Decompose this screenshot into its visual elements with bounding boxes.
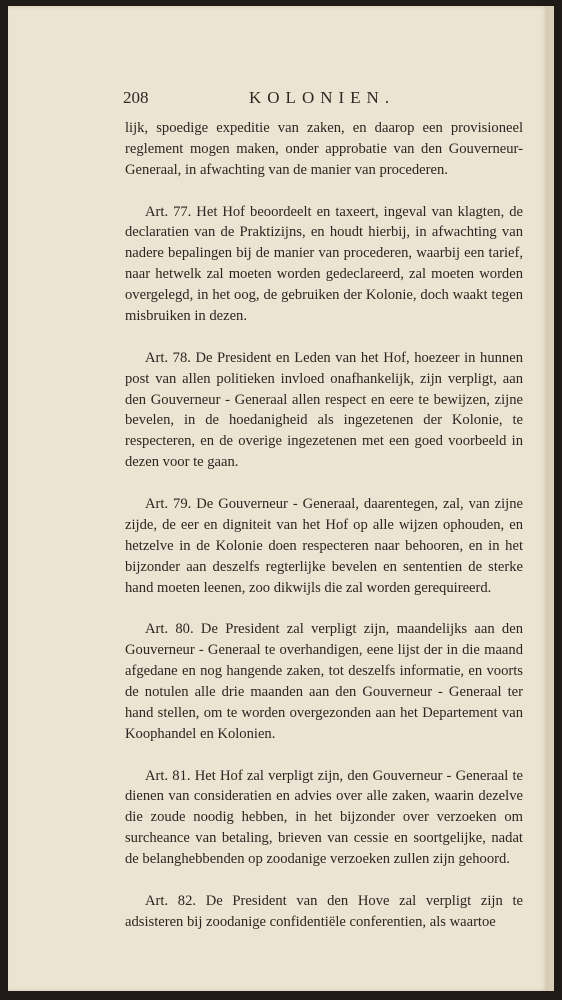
article-81: Art. 81. Het Hof zal verpligt zijn, den Gouverneur - Generaal te dienen van consideratien en advies over alle zaken, waarin dezelve die zoude noodig hebben, in het bijzonder over verzoeken om surcheance van betaling, brieven van cessie en soortgelijke, nadat de belanghebbenden op zoodanige verzoeken zullen zijn gehoord.	[125, 767, 523, 868]
page-number: 208	[123, 88, 149, 107]
article-79: Art. 79. De Gouverneur - Generaal, daarentegen, zal, van zijne zijde, de eer en digniteit van het Hof op alle wijzen ophouden, en hetzelve in de Kolonie doen respecteren naar behooren, en in het bijzonder aan deszelfs regterlijke bevelen en sententien de sterke hand moeten leenen, zoo dikwijls die zal worden gerequireerd.	[125, 495, 523, 596]
body-text	[125, 118, 523, 953]
paragraph-continuation: lijk, spoedige expeditie van zaken, en daarop een provisioneel reglement mogen maken, onder approbatie van den Gouverneur-Generaal, in afwachting van de manier van procederen.	[125, 120, 523, 178]
book-page	[8, 6, 548, 991]
article-77: Art. 77. Het Hof beoordeelt en taxeert, ingeval van klagten, de declaratien van de Praktizijns, en houdt hierbij, in afwachting van nadere bepalingen bij de manier van procederen, waarbij een tarief, naar hetwelk zal moeten worden gedeclareerd, zal moeten worden overgelegd, in het oog, de gebruiken der Kolonie, doch waakt tegen misbruiken in dezen.	[125, 203, 523, 325]
page-edge	[548, 6, 554, 991]
article-80: Art. 80. De President zal verpligt zijn, maandelijks aan den Gouverneur - Generaal te overhandigen, eene lijst der in die maand afgedane en nog hangende zaken, tot deszelfs informatie, en voorts de notulen alle drie maanden aan den Gouverneur - Generaal ter hand stellen, om te worden overgezonden aan het Departement van Koophandel en Kolonien.	[125, 621, 523, 742]
article-82: Art. 82. De President van den Hove zal verpligt zijn te adsisteren bij zoodanige confidentiële conferentien, als waartoe	[125, 892, 523, 930]
page-header	[123, 88, 523, 110]
running-title: KOLONIEN.	[249, 88, 396, 107]
article-78: Art. 78. De President en Leden van het Hof, hoezeer in hunnen post van allen politieken invloed onafhankelijk, zijn verpligt, aan den Gouverneur - Generaal allen respect en eere te bewijzen, zijne bevelen, in de hoedanigheid als ingezetenen der Kolonie, te respecteren, en de overige ingezetenen met een goed voorbeeld in dezen voor te gaan.	[125, 349, 523, 471]
